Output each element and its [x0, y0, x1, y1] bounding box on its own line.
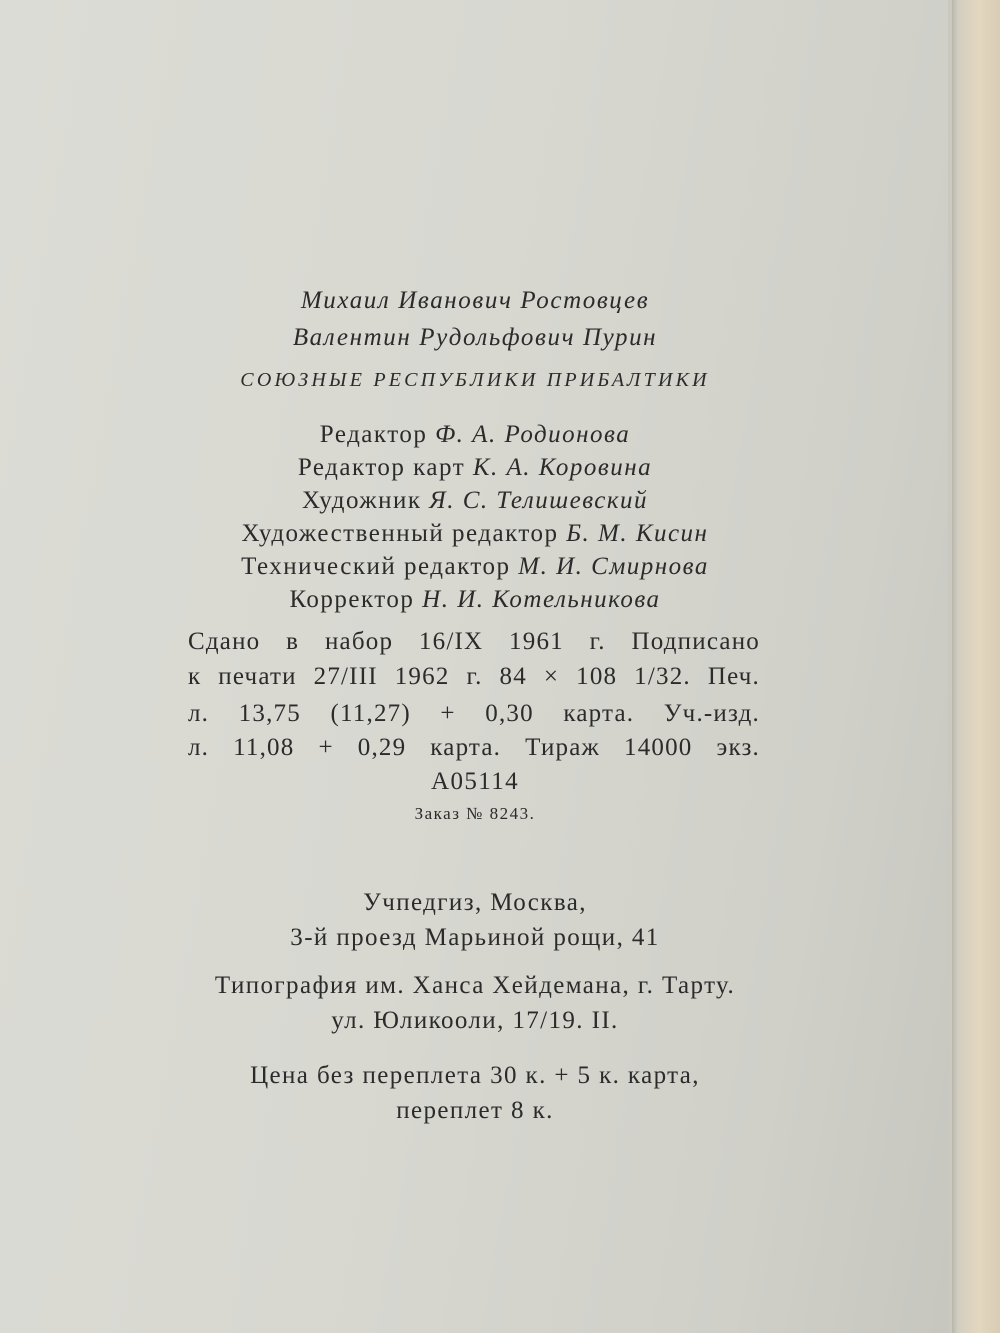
publisher-name: Учпедгиз, Москва, — [363, 889, 587, 916]
credit-artist — [0, 487, 950, 515]
credit-name: Я. С. Телишевский — [429, 487, 649, 514]
page-fold-shadow — [952, 0, 958, 1333]
price-line-1: Цена без переплета 30 к. + 5 к. карта, — [250, 1062, 700, 1089]
credit-name: Н. И. Котельникова — [422, 586, 661, 613]
imprint-line-3: л. 13,75 (11,27) + 0,30 карта. Уч.-изд. — [188, 700, 760, 727]
author-1: Михаил Иванович Ростовцев — [300, 287, 650, 314]
credit-proofreader — [0, 586, 950, 614]
author-2: Валентин Рудольфович Пурин — [292, 324, 658, 351]
book-title: СОЮЗНЫЕ РЕСПУБЛИКИ ПРИБАЛТИКИ — [240, 369, 710, 391]
credit-role: Технический редактор — [241, 553, 511, 580]
publisher-address: 3-й проезд Марьиной рощи, 41 — [290, 924, 660, 951]
credit-name: К. А. Коровина — [472, 454, 653, 481]
imprint-line-4: л. 11,08 + 0,29 карта. Тираж 14000 экз. — [188, 734, 760, 761]
credit-art-editor — [0, 520, 950, 548]
order-number: Заказ № 8243. — [414, 804, 536, 823]
credit-tech-editor — [0, 553, 950, 581]
printer-name: Типография им. Ханса Хейдемана, г. Тарту. — [214, 972, 736, 999]
imprint-line-1: Сдано в набор 16/IX 1961 г. Подписано — [188, 628, 760, 655]
credit-role: Художественный редактор — [241, 520, 559, 547]
printer-address: ул. Юликооли, 17/19. II. — [331, 1007, 619, 1034]
credit-role: Редактор — [319, 421, 428, 448]
credit-role: Редактор карт — [297, 454, 466, 481]
credit-map-editor — [0, 454, 950, 482]
imprint-line-2: к печати 27/III 1962 г. 84 × 108 1/32. Печ. — [188, 663, 760, 690]
credit-editor — [0, 421, 950, 449]
credit-name: Б. М. Кисин — [566, 520, 709, 547]
credit-name: М. И. Смирнова — [518, 553, 709, 580]
credit-role: Корректор — [289, 586, 415, 613]
credit-name: Ф. А. Родионова — [435, 421, 631, 448]
credit-role: Художник — [301, 487, 422, 514]
edition-code: А05114 — [430, 768, 520, 795]
price-line-2: переплет 8 к. — [396, 1097, 554, 1124]
